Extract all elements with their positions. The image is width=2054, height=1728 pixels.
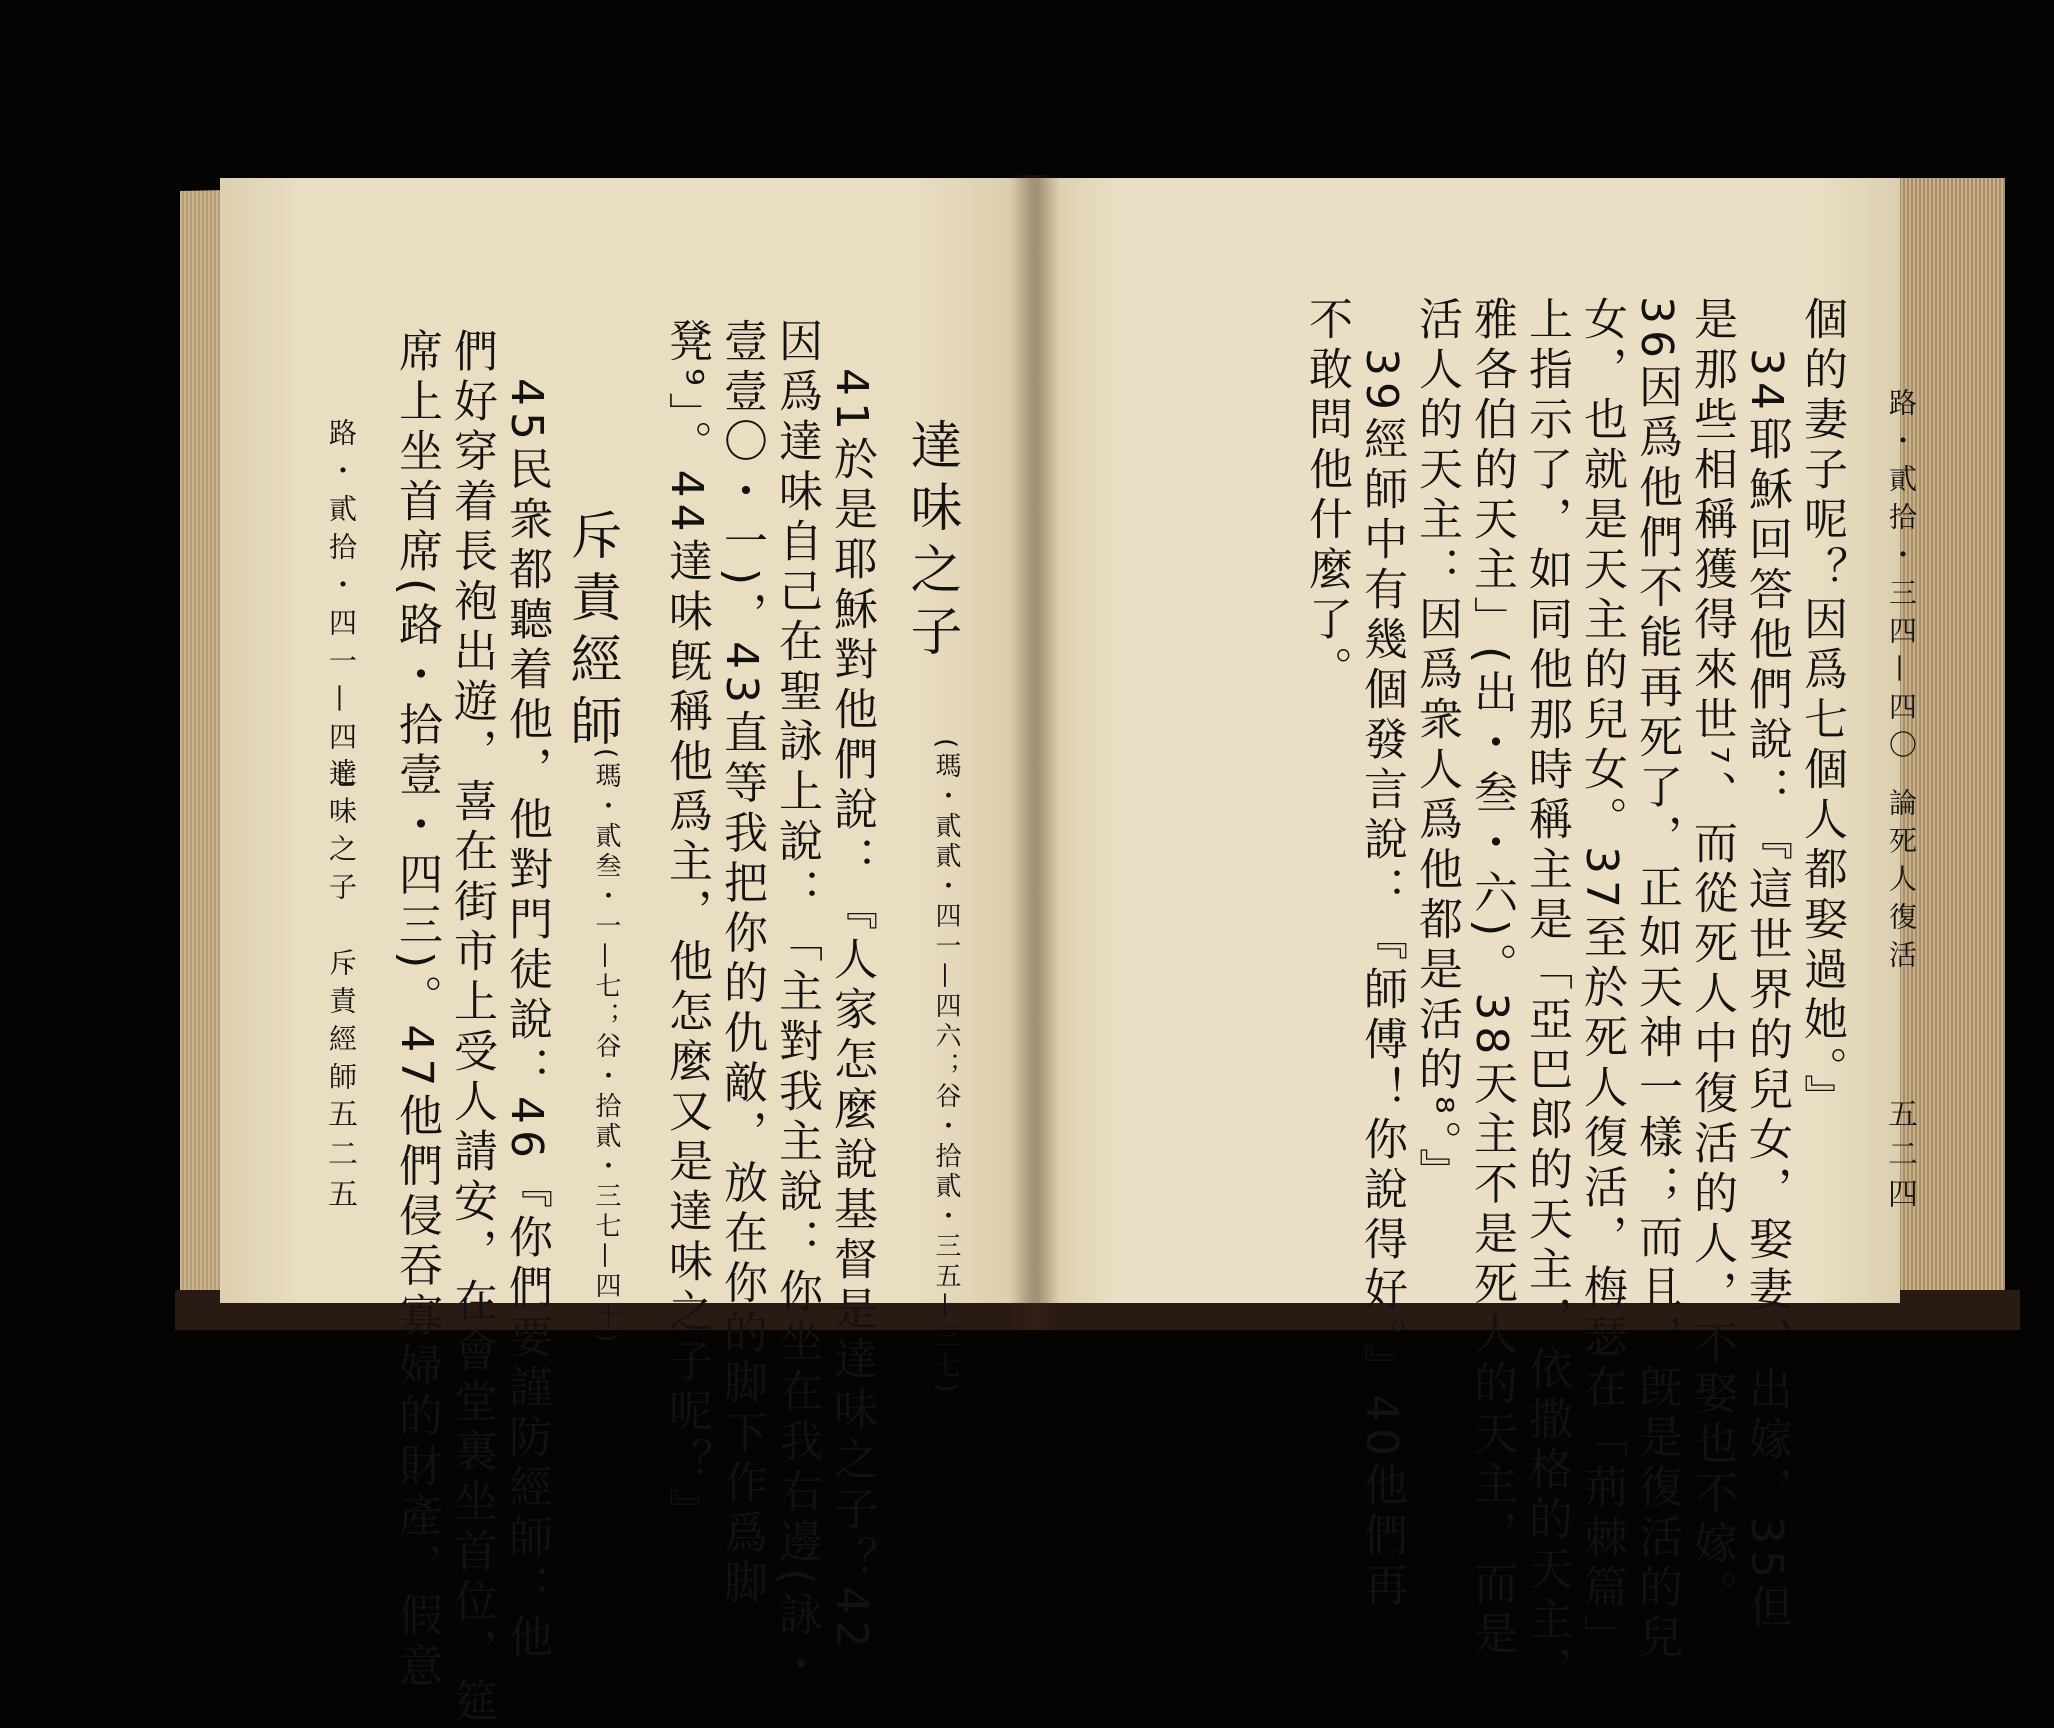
text-column: 36因爲他們不能再死了，正如天神一樣；而且，旣是復活的兒 [1631,296,1682,1664]
section-reference: (瑪・貳貳・四一—四六；谷・拾貳・三五—三七) [931,738,961,1397]
page-number: 五二四 [1882,1098,1917,1218]
section-heading: 斥責經師 [561,508,621,756]
text-column: 34耶穌回答他們說：『這世界的兒女，娶妻、出嫁，35但 [1741,348,1792,1634]
left-page [220,178,1040,1728]
text-column: 壹壹〇・一)，43直等我把你的仇敵，放在你的脚下作爲脚 [716,318,767,1610]
text-column: 席上坐首席(路・拾壹・四三)。47他們侵吞寡婦的財產，假意 [391,328,442,1693]
text-column: 39經師中有幾個發言說：『師傅！你說得好。』40他們再 [1356,348,1407,1612]
text-column: 是那些相稱獲得來世⁷、而從死人中復活的人，不娶也不嫁。 [1686,296,1737,1620]
text-column: 女，也就是天主的兒女。37至於死人復活，梅瑟在「荊棘篇」 [1576,296,1627,1664]
running-head-title: 論死人復活 [1885,788,1918,978]
running-head-ref: 路・貳拾・三四—四〇 [1885,388,1918,768]
text-column: 凳⁹」。44達味旣稱他爲主，他怎麼又是達味之子呢？』 [661,318,712,1538]
running-foot-title: 達味之子 斥責經師 [325,758,358,1100]
text-column: 不敢問他什麼了。 [1301,296,1352,696]
text-column: 上指示了，如同他那時稱主是「亞巴郎的天主，依撒格的天主， [1521,296,1572,1696]
page-number: 五二五 [322,1098,357,1218]
text-column: 活人的天主：因爲衆人爲他都是活的⁸。』 [1411,296,1462,1198]
text-column: 45民衆都聽着他，他對門徒說：46『你們要謹防經師：他 [501,378,552,1664]
book-gutter [1010,175,1060,1330]
text-column: 41於是耶穌對他們說：『人家怎麼說基督是達味之子？42 [826,368,877,1654]
text-column: 們好穿着長袍出遊，喜在街市上受人請安，在會堂裏坐首位，筵 [446,328,497,1728]
section-reference: (瑪・貳叁・一—七；谷・拾貳・三七—四十) [591,748,621,1347]
running-foot-ref: 路・貳拾・四一—四七 [325,418,358,798]
text-column: 因爲達味自己在聖詠上說：「主對我主說：你坐在我右邊(詠・ [771,318,822,1692]
section-heading: 達味之子 [901,418,961,666]
text-column: 雅各伯的天主」(出・叁・六)。38天主不是死人的天主，而是 [1466,296,1517,1661]
right-page [1030,178,1918,1696]
text-column: 個的妻子呢？因爲七個人都娶過她。』 [1796,296,1847,1124]
